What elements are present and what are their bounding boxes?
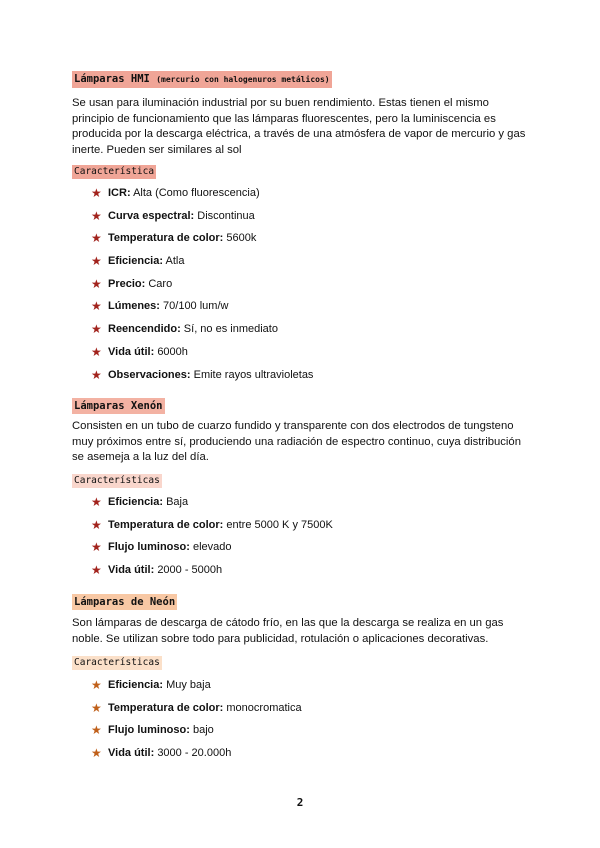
list-item-text [108,277,172,291]
star-icon: ★ [91,299,102,314]
star-icon: ★ [91,186,102,200]
list-item-value: 2000 - 5000h [157,564,223,577]
list-item-text [108,495,188,509]
neon-paragraph: Son lámparas de descarga de cátodo frío, en las que la descarga se realiza en un gas noble. Se utilizan sobre todo para publicidad, rotulación o aplicaciones decorativas. [72,617,504,645]
list-item-label: Lúmenes: [108,300,160,313]
neon-section-title: Lámparas de Neón [74,596,176,608]
star-icon: ★ [91,495,102,509]
list-item-label: Reencendido: [108,323,181,336]
list-item-label: Curva espectral: [108,209,195,222]
hmi-subheading: Característica [74,166,155,177]
hmi-section-title [72,71,332,88]
list-item-value: 3000 - 20.000h [157,747,232,760]
list-item-label: Flujo luminoso: [108,541,190,554]
list-item-label: Vida útil: [108,345,155,358]
list-item-text [108,678,211,692]
list-item-text [108,345,188,359]
star-icon: ★ [91,517,102,532]
list-item-text [108,540,232,554]
star-icon: ★ [91,231,102,246]
xenon-section-title: Lámparas Xenón [74,400,163,412]
list-item-value: Emite rayos ultravioletas [193,368,314,381]
list-item-text [108,368,313,382]
list-item-value: 70/100 lum/w [163,300,229,313]
hmi-title-text: Lámparas HMI [74,73,150,85]
neon-subheading: Características [74,657,160,668]
list-item-label: Eficiencia: [108,679,164,691]
list-item-value: Sí, no es inmediato [183,323,278,336]
page-number: 2 [296,796,304,809]
list-item-text [108,723,214,737]
star-icon: ★ [91,746,102,761]
hmi-paragraph: Se usan para iluminación industrial por su buen rendimiento. Estas tienen el mismo principio de funcionamiento que las lámparas fluorescentes, pero la luminiscencia es producida por la descarga eléctrica, a través de una atmósfera de vapor de mercurio y gas inerte. Pueden ser similares al sol [72,97,526,156]
star-icon: ★ [91,208,102,223]
list-item-text [108,518,333,532]
list-item-value: monocromatica [226,701,302,714]
list-item-text [108,231,256,245]
list-item-label: Eficiencia: [108,255,164,268]
list-item-text [108,701,302,715]
list-item-label: ICR: [108,187,131,199]
list-item-label: Vida útil: [108,564,155,577]
list-item-value: Baja [166,496,189,508]
list-item-label: Temperatura de color: [108,232,224,245]
star-icon: ★ [91,723,102,738]
list-item-label: Precio: [108,277,146,290]
list-item-label: Temperatura de color: [108,518,224,531]
list-item-label: Eficiencia: [108,496,164,508]
star-icon: ★ [91,678,102,692]
list-item-value: Alta (Como fluorescencia) [133,187,260,199]
list-item-value: 6000h [157,345,188,358]
star-icon: ★ [91,367,102,382]
star-icon: ★ [91,322,102,337]
list-item-value: 5600k [226,232,257,245]
list-item-label: Temperatura de color: [108,701,224,714]
list-item-text [108,322,278,336]
list-item-text [108,299,228,313]
list-item-label: Observaciones: [108,368,191,381]
star-icon: ★ [91,276,102,291]
star-icon: ★ [91,540,102,555]
list-item-value: Discontinua [197,209,255,222]
list-item-label: Flujo luminoso: [108,724,190,737]
list-item-value: Caro [148,277,173,290]
list-item-text [108,209,255,223]
list-item-value: elevado [192,541,232,554]
hmi-subtitle: (mercurio con halogenuros metálicos) [156,75,330,84]
list-item-text [108,746,231,760]
list-item-value: Muy baja [166,679,211,691]
list-item-text [108,186,260,200]
star-icon: ★ [91,563,102,578]
list-item-label: Vida útil: [108,747,155,760]
list-item-text [108,254,184,268]
xenon-paragraph: Consisten en un tubo de cuarzo fundido y transparente con dos electrodos de tungsteno muy próximos entre sí, produciendo una radiación de espectro continuo, cuya distribución se asemeja a la luz del día. [72,420,521,464]
list-item-value: entre 5000 K y 7500K [226,518,333,531]
star-icon: ★ [91,700,102,715]
xenon-subheading: Características [74,475,160,486]
star-icon: ★ [91,254,102,269]
star-icon: ★ [91,344,102,359]
list-item-text [108,563,222,577]
list-item-value: bajo [192,724,214,737]
list-item-value: Atla [165,255,185,268]
